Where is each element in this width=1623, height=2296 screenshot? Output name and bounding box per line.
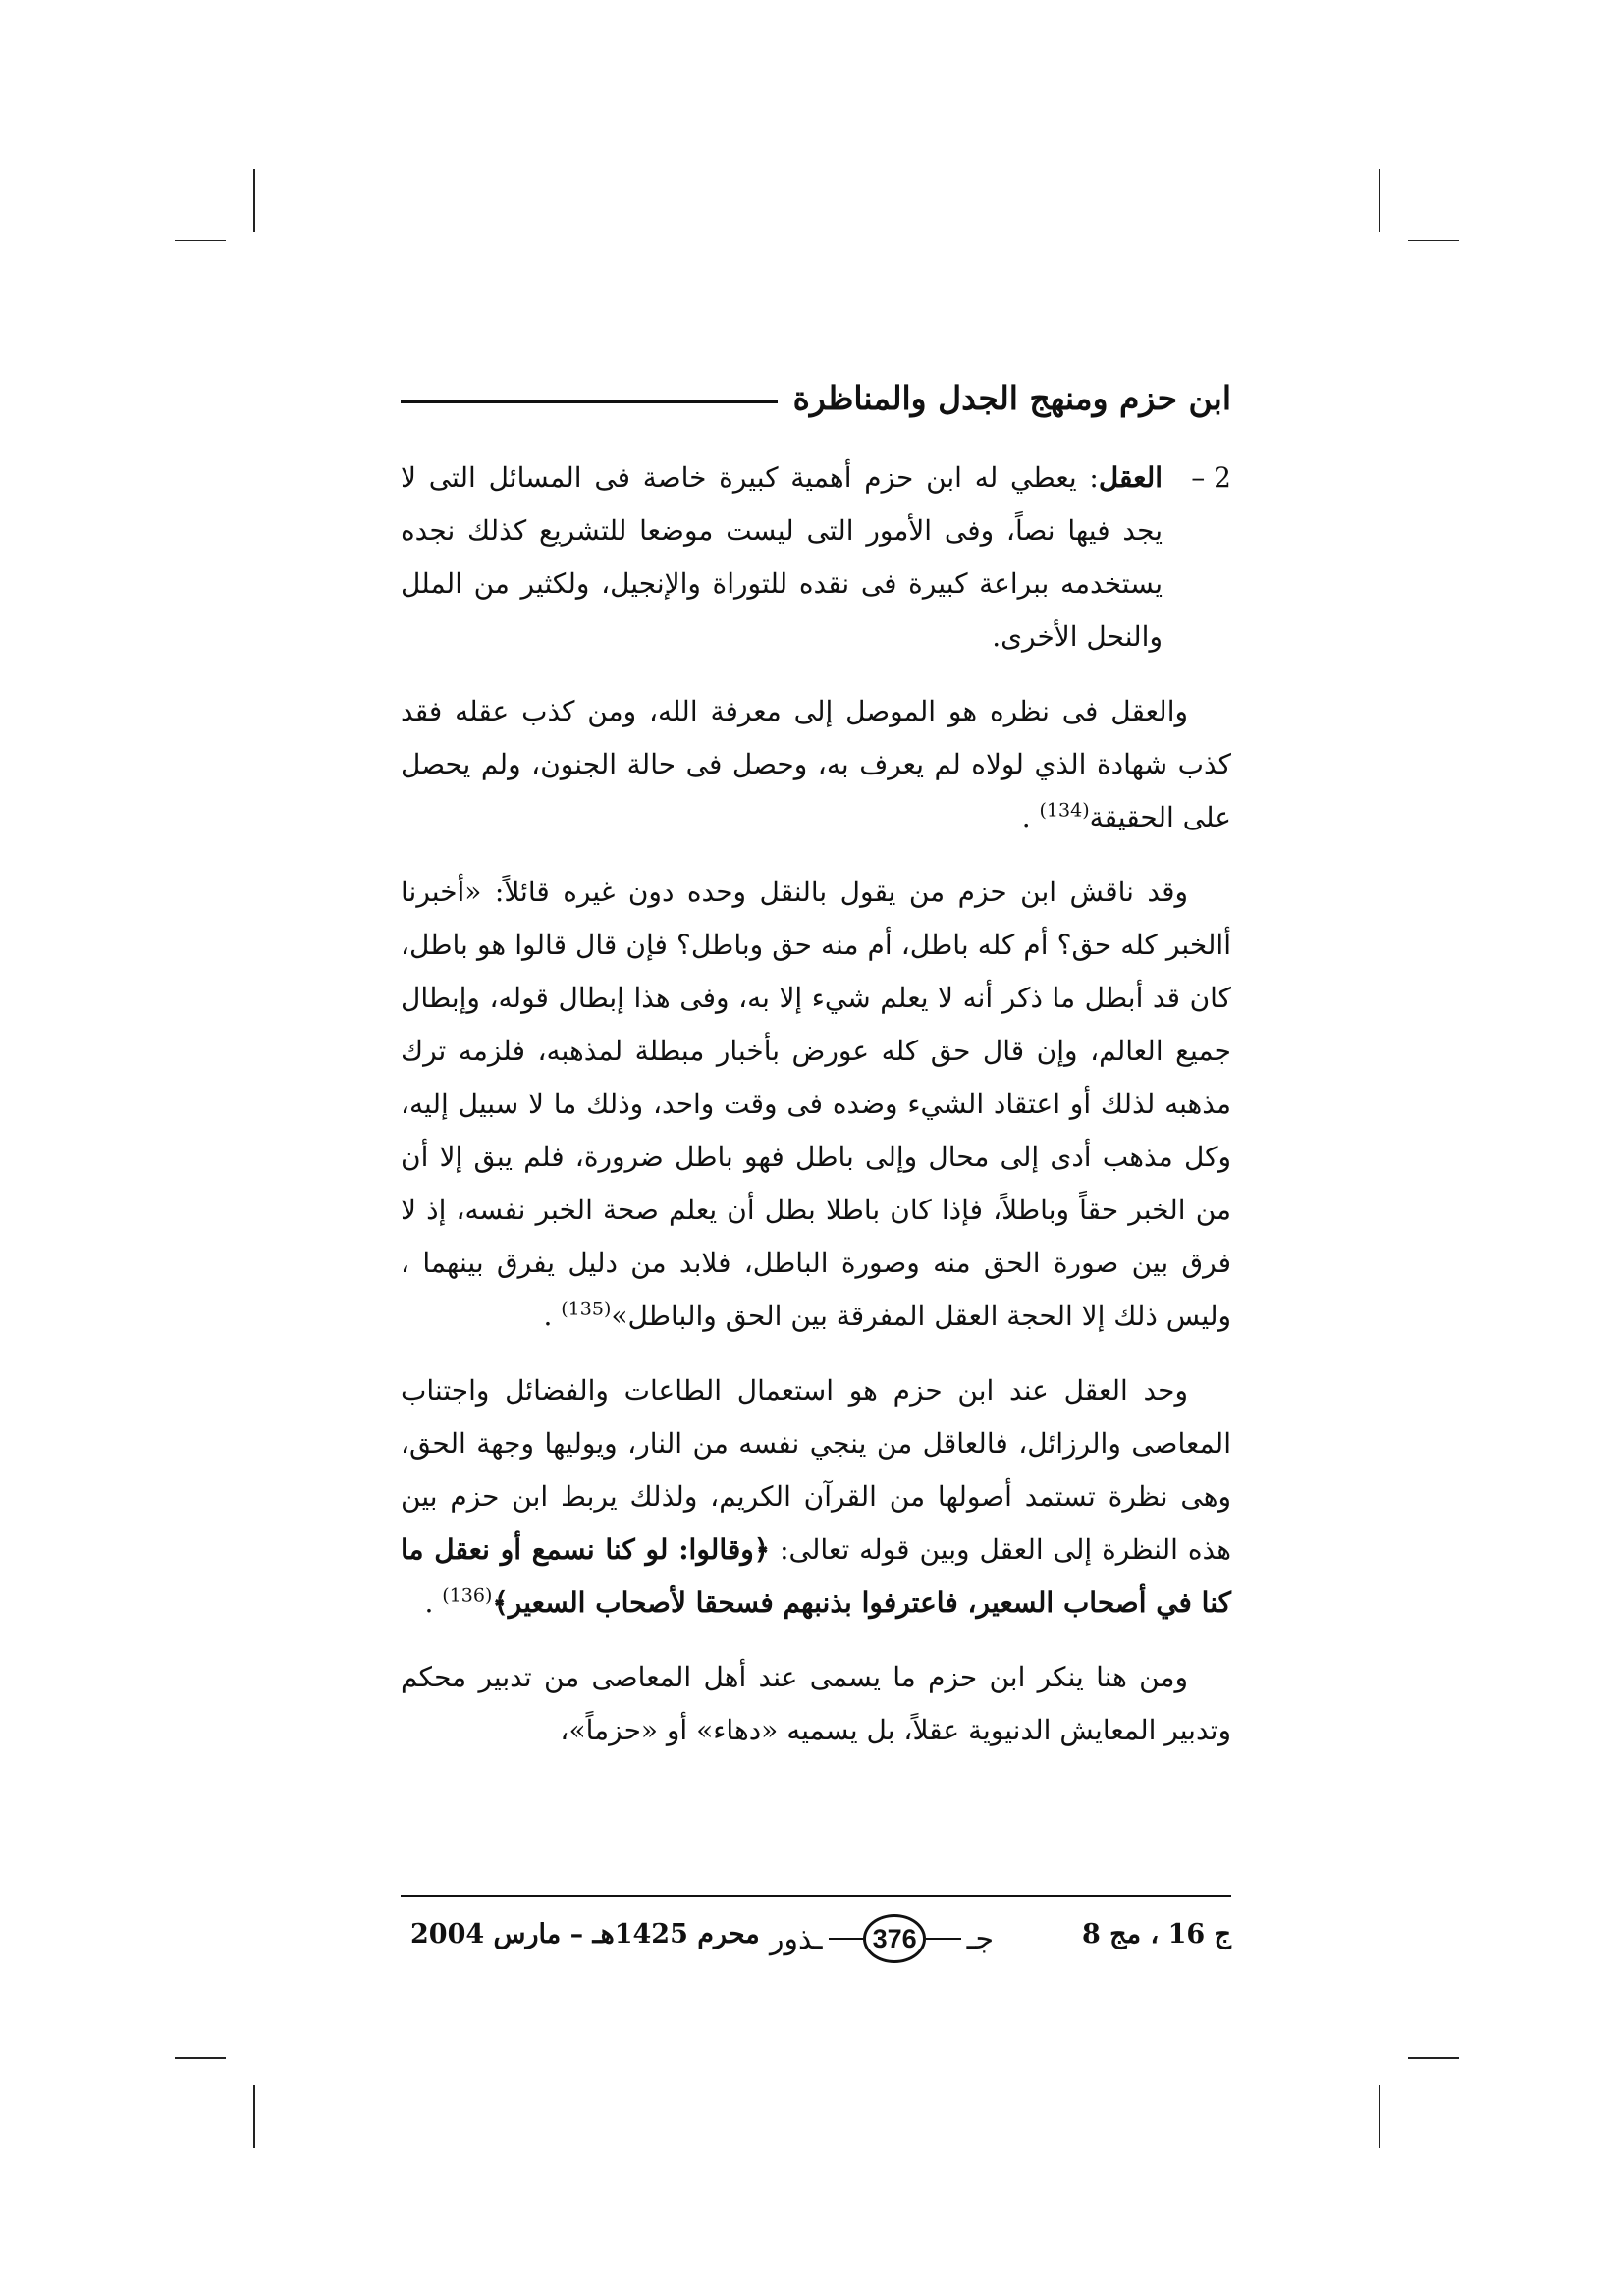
- running-header-title: ابن حزم ومنهج الجدل والمناظرة: [792, 378, 1231, 417]
- footnote-ref-134: (134): [1039, 799, 1090, 822]
- logo-line: [829, 1938, 863, 1940]
- paragraph-text: والعقل فى نظره هو الموصل إلى معرفة الله، ومن كذب عقله فقد كذب شهادة الذي لولاه لم يعرف به، وحصل فى حالة الجنون، ولم يحصل على الحقيقة: [401, 695, 1231, 833]
- running-header: [401, 373, 1231, 422]
- paragraph-quotation: [401, 866, 1231, 1343]
- footer-date: محرم 1425هـ – مارس 2004: [410, 1919, 760, 1949]
- crop-mark-top-left-horizontal: [175, 240, 226, 241]
- logo-line: [926, 1938, 960, 1940]
- page-number: 376: [863, 1914, 926, 1963]
- page-body: [401, 452, 1231, 1779]
- paragraph-continuation: [401, 1651, 1231, 1757]
- crop-mark-bottom-right-horizontal: [1408, 2057, 1459, 2059]
- footer-issue: ج 16 ، مج 8: [1081, 1919, 1231, 1949]
- footnote-ref-136: (136): [442, 1584, 493, 1607]
- paragraph-text: وقد ناقش ابن حزم من يقول بالنقل وحده دون غيره قائلاً: «أخبرنا أالخبر كله حق؟ أم كله باطل، أم منه حق وباطل؟ فإن قال قالوا هو باطل، كان قد أبطل ما ذكر أنه لا يعلم شيء إلا به، وفى هذا إبطال قوله، وإبطال جميع العالم، وإن قال حق كله عورض بأخبار مبطلة لمذهبه، فلزمه ترك مذهبه لذلك أو اعتقاد الشيء وضده فى وقت واحد، وذلك ما لا سبيل إليه، وكل مذهب أدى إلى محال وإلى باطل فهو باطل ضرورة، فلم يبق إلا أن من الخبر حقاً وباطلاً، فإذا كان باطلا بطل أن يعلم صحة الخبر نفسه، إذ لا فرق بين صورة الحق منه وصورة الباطل، فلابد من دليل يفرق بينهما ، وليس ذلك إلا الحجة العقل المفرقة بين الحق والباطل»: [401, 876, 1232, 1332]
- paragraph-end: .: [543, 1300, 562, 1332]
- paragraph-term: العقل: [1098, 461, 1163, 494]
- crop-mark-top-left-vertical: [253, 169, 255, 232]
- crop-mark-top-right-horizontal: [1408, 240, 1459, 241]
- paragraph-definition: [401, 1364, 1231, 1629]
- paragraph-reason-knowledge: [401, 685, 1231, 844]
- running-header-rule: [401, 400, 778, 403]
- crop-mark-top-right-vertical: [1379, 169, 1380, 232]
- crop-mark-bottom-left-vertical: [253, 2085, 255, 2148]
- paragraph-end: .: [424, 1586, 443, 1619]
- paragraph-body: [401, 452, 1163, 664]
- paragraph-text: وحد العقل عند ابن حزم هو استعمال الطاعات والفضائل واجتناب المعاصى والرزائل، فالعاقل من ينجي نفسه من النار، ويوليها وجهة الحق، وهى نظرة تستمد أصولها من القرآن الكريم، ولذلك يربط ابن حزم بين هذه النظرة إلى العقل وبين قوله تعالى:: [401, 1374, 1231, 1566]
- numbered-paragraph-reason: [401, 452, 1231, 664]
- logo-word-b: ـذور: [770, 1921, 823, 1956]
- paragraph-number: 2 –: [1191, 461, 1231, 494]
- footnote-ref-135: (135): [561, 1298, 612, 1320]
- quranic-verse: ﴿وقالوا: لو كنا نسمع أو نعقل ما كنا في أصحاب السعير، فاعترفوا بذنبهم فسحقا لأصحاب السعير﴾: [401, 1533, 1231, 1619]
- crop-mark-bottom-left-horizontal: [175, 2057, 226, 2059]
- logo-word-a: جـ: [966, 1921, 994, 1956]
- paragraph-text: : يعطي له ابن حزم أهمية كبيرة خاصة فى المسائل التى لا يجد فيها نصاً، وفى الأمور التى ليست موضعا للتشريع كذلك نجده يستخدمه ببراعة كبيرة فى نقده للتوراة والإنجيل، ولكثير من الملل والنحل الأخرى.: [401, 461, 1163, 653]
- page-footer: [401, 1909, 1231, 1968]
- paragraph-text: ومن هنا ينكر ابن حزم ما يسمى عند أهل المعاصى من تدبير محكم وتدبير المعايش الدنيوية عقلاً، بل يسميه «دهاء» أو «حزماً»،: [401, 1661, 1231, 1746]
- crop-mark-bottom-right-vertical: [1379, 2085, 1380, 2148]
- journal-logo: [764, 1909, 1000, 1968]
- footer-rule: [401, 1895, 1231, 1897]
- paragraph-end: .: [1021, 801, 1040, 833]
